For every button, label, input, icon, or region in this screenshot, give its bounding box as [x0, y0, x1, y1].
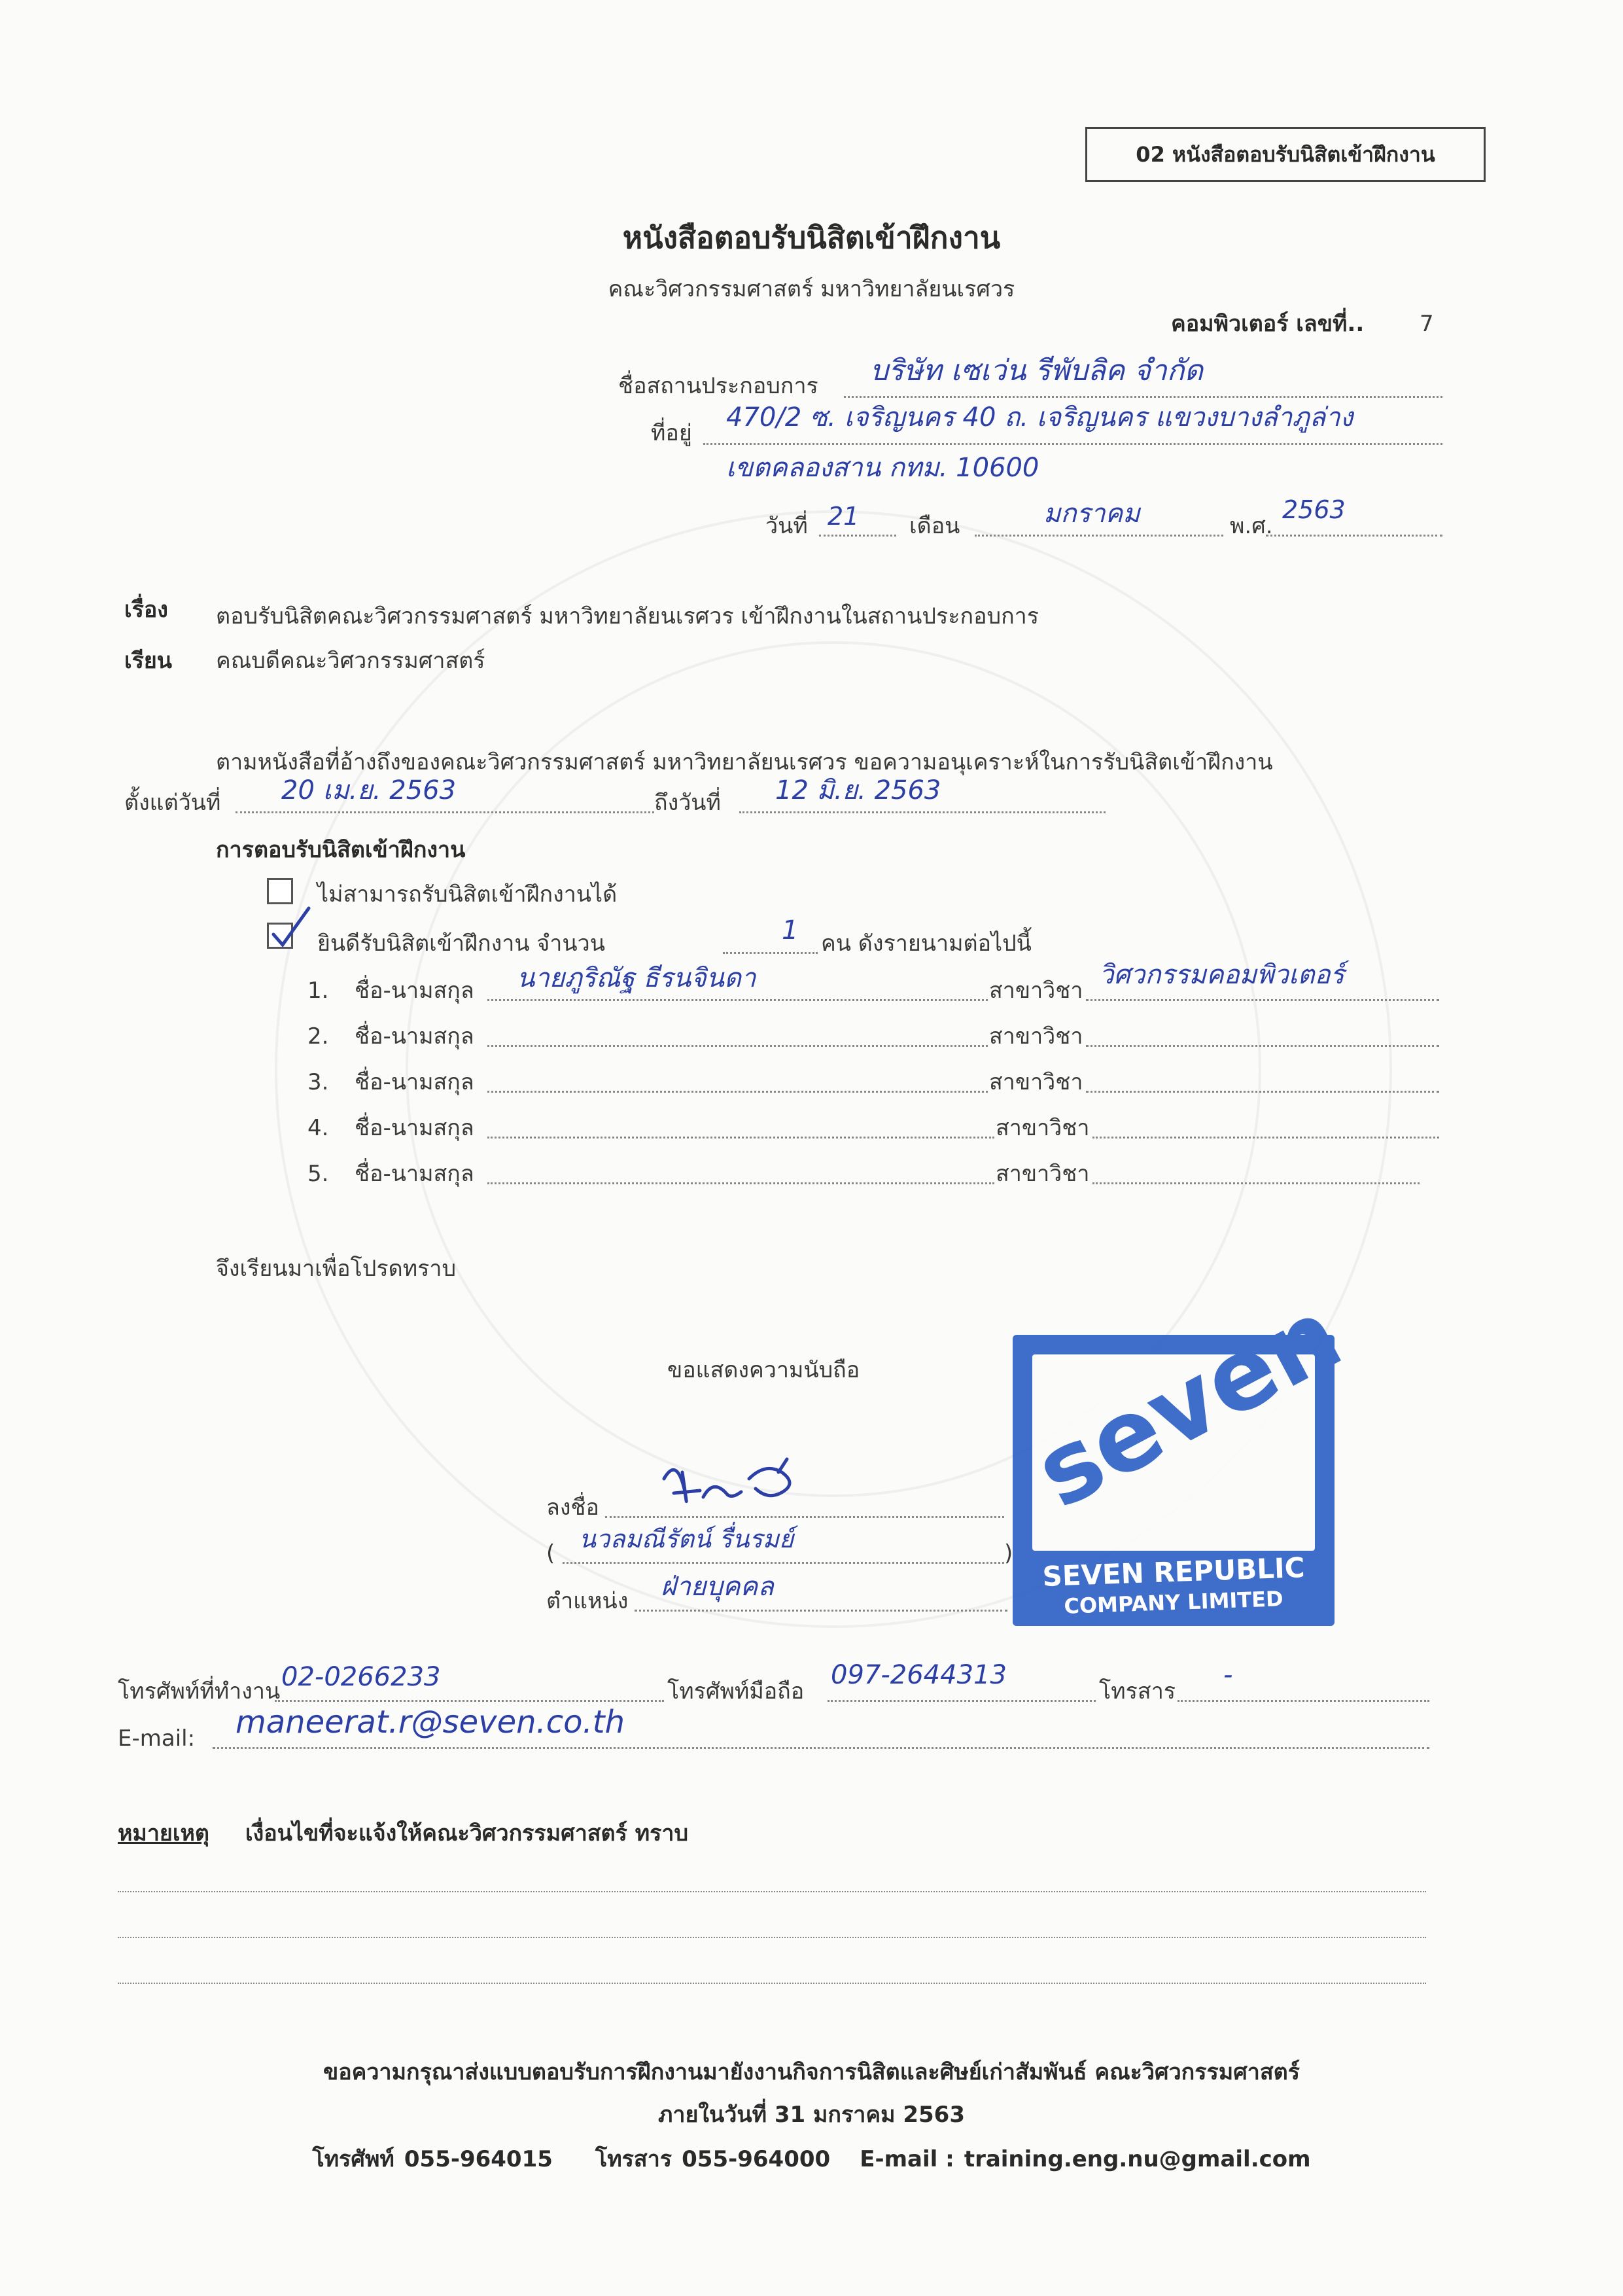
note-line-3 — [118, 1983, 1426, 1984]
footer-fax-label: โทรสาร — [595, 2146, 672, 2172]
subject-label: เรื่อง — [124, 597, 168, 623]
student-major-line — [1086, 999, 1439, 1001]
printed-name-open: ( — [546, 1540, 555, 1566]
stamp-brand: seven — [1018, 1277, 1359, 1530]
closing-text: จึงเรียนมาเพื่อโปรดทราบ — [216, 1256, 457, 1282]
student-major-label: สาขาวิชา — [996, 1115, 1090, 1141]
footer-line-2: ภายในวันที่ 31 มกราคม 2563 — [658, 2102, 965, 2128]
subject-text: ตอบรับนิสิตคณะวิศวกรรมศาสตร์ มหาวิทยาลัยนเรศวร เข้าฝึกงานในสถานประกอบการ — [216, 603, 1039, 629]
student-major-line — [1092, 1182, 1420, 1184]
student-major-line — [1086, 1091, 1439, 1093]
footer-phone: 055-964015 — [404, 2146, 553, 2172]
printed-name-close: ) — [1004, 1540, 1013, 1566]
student-name-label: ชื่อ-นามสกุล — [355, 1161, 474, 1187]
student-major-line — [1086, 1045, 1439, 1047]
student-name-line — [487, 1045, 988, 1047]
student-major-label: สาขาวิชา — [989, 978, 1083, 1004]
decline-checkbox[interactable] — [267, 878, 293, 904]
page-title: หนังสือตอบรับนิสิตเข้าฝึกงาน — [622, 220, 1001, 255]
address-line-1 — [703, 443, 1442, 445]
date-year-label: พ.ศ. — [1230, 513, 1273, 539]
student-name-label: ชื่อ-นามสกุล — [355, 978, 474, 1004]
date-day-line — [819, 535, 896, 537]
to-label: เรียน — [124, 648, 173, 674]
from-date-label: ตั้งแต่วันที่ — [124, 790, 221, 816]
form-code-label: 02 หนังสือตอบรับนิสิตเข้าฝึกงาน — [1136, 142, 1435, 167]
footer-fax: 055-964000 — [682, 2146, 831, 2172]
address-value-1: 470/2 ซ. เจริญนคร 40 ถ. เจริญนคร แขวงบางลำภูล่าง — [726, 402, 1353, 433]
to-date-line — [739, 811, 1106, 813]
printed-name-line — [563, 1562, 1004, 1564]
work-phone-line — [275, 1700, 664, 1702]
student-major-label: สาขาวิชา — [996, 1161, 1090, 1187]
address-label: ที่อยู่ — [651, 420, 692, 446]
stamp-line-1: SEVEN REPUBLIC — [1041, 1551, 1306, 1593]
mobile-line — [828, 1700, 1096, 1702]
date-month-value: มกราคม — [1043, 499, 1140, 529]
to-date-value: 12 มิ.ย. 2563 — [775, 775, 941, 805]
student-major-label: สาขาวิชา — [989, 1069, 1083, 1095]
position-label: ตำแหน่ง — [546, 1588, 629, 1614]
signature-image — [651, 1453, 808, 1525]
regards-text: ขอแสดงความนับถือ — [667, 1357, 860, 1383]
date-day-label: วันที่ — [765, 513, 808, 539]
student-name-line — [487, 1091, 988, 1093]
date-day-value: 21 — [828, 502, 860, 531]
footer-line-1: ขอความกรุณาส่งแบบตอบรับการฝึกงานมายังงานกิจการนิสิตและศิษย์เก่าสัมพันธ์ คณะวิศวกรรมศาสตร์ — [323, 2059, 1300, 2085]
date-year-value: 2563 — [1282, 495, 1346, 524]
student-name-value: นายภูริณัฐ ธีรนจินดา — [517, 963, 756, 993]
accept-count-value: 1 — [782, 915, 799, 945]
to-date-label: ถึงวันที่ — [654, 790, 721, 816]
student-major-line — [1092, 1137, 1439, 1139]
student-no: 4. — [307, 1115, 329, 1141]
accept-label: ยินดีรับนิสิตเข้าฝึกงาน จำนวน — [317, 930, 605, 957]
work-phone-value: 02-0266233 — [281, 1662, 441, 1692]
from-date-value: 20 เม.ย. 2563 — [281, 775, 457, 805]
student-no: 2. — [307, 1023, 329, 1050]
date-year-line — [1266, 535, 1442, 537]
establishment-value: บริษัท เซเว่น รีพับลิค จำกัด — [870, 354, 1203, 387]
position-value: ฝ่ายบุคคล — [661, 1572, 774, 1602]
fax-line — [1178, 1700, 1429, 1702]
student-name-line — [487, 1182, 994, 1184]
student-major-label: สาขาวิชา — [989, 1023, 1083, 1050]
student-name-label: ชื่อ-นามสกุล — [355, 1069, 474, 1095]
work-phone-label: โทรศัพท์ที่ทำงาน — [118, 1678, 281, 1704]
date-month-line — [975, 535, 1223, 537]
fax-label: โทรสาร — [1099, 1678, 1176, 1704]
computer-no-value: 7 — [1420, 311, 1434, 337]
note-label: หมายเหตุ — [118, 1820, 209, 1846]
computer-no-label: คอมพิวเตอร์ เลขที่.. — [1171, 311, 1365, 337]
accept-count-line — [723, 952, 818, 954]
printed-name-value: นวลมณีรัตน์ รื่นรมย์ — [579, 1525, 794, 1553]
decline-label: ไม่สามารถรับนิสิตเข้าฝึกงานได้ — [317, 881, 618, 908]
establishment-label: ชื่อสถานประกอบการ — [618, 373, 818, 399]
note-line-1 — [118, 1891, 1426, 1892]
to-text: คณบดีคณะวิศวกรรมศาสตร์ — [216, 648, 485, 674]
footer-phone-label: โทรศัพท์ — [312, 2146, 394, 2172]
company-stamp — [1013, 1277, 1359, 1626]
address-value-2: เขตคลองสาน กทม. 10600 — [726, 453, 1039, 483]
mobile-value: 097-2644313 — [831, 1660, 1007, 1690]
checkmark-icon — [268, 903, 321, 955]
student-name-line — [487, 999, 988, 1001]
email-line — [213, 1747, 1429, 1749]
sign-label: ลงชื่อ — [546, 1494, 599, 1521]
student-no: 1. — [307, 978, 329, 1004]
student-name-label: ชื่อ-นามสกุล — [355, 1115, 474, 1141]
email-label: E-mail: — [118, 1725, 196, 1752]
student-no: 3. — [307, 1069, 329, 1095]
page-subtitle: คณะวิศวกรรมศาสตร์ มหาวิทยาลัยนเรศวร — [608, 276, 1015, 302]
stamp-line-2: COMPANY LIMITED — [1063, 1586, 1284, 1619]
mobile-label: โทรศัพท์มือถือ — [667, 1678, 805, 1704]
note-text: เงื่อนไขที่จะแจ้งให้คณะวิศวกรรมศาสตร์ ทราบ — [245, 1820, 689, 1846]
student-name-label: ชื่อ-นามสกุล — [355, 1023, 474, 1050]
student-major-value: วิศวกรรมคอมพิวเตอร์ — [1099, 960, 1344, 990]
email-value: maneerat.r@seven.co.th — [236, 1704, 625, 1740]
body-text: ตามหนังสือที่อ้างถึงของคณะวิศวกรรมศาสตร์ มหาวิทยาลัยนเรศวร ขอความอนุเคราะห์ในการรับนิสิตเข้าฝึกงาน — [216, 749, 1273, 775]
footer-email: training.eng.nu@gmail.com — [964, 2146, 1311, 2172]
from-date-line — [236, 811, 654, 813]
note-line-2 — [118, 1937, 1426, 1938]
stamp-inner-panel — [1018, 1277, 1359, 1551]
accept-suffix: คน ดังรายนามต่อไปนี้ — [821, 930, 1032, 957]
establishment-line — [844, 396, 1442, 398]
student-name-line — [487, 1137, 994, 1139]
footer-email-label: E-mail : — [860, 2146, 954, 2172]
date-month-label: เดือน — [909, 513, 960, 539]
position-line — [635, 1610, 1007, 1612]
fax-value: - — [1223, 1660, 1233, 1690]
response-heading: การตอบรับนิสิตเข้าฝึกงาน — [216, 837, 466, 863]
form-code-box — [1085, 127, 1486, 182]
student-no: 5. — [307, 1161, 329, 1187]
footer-contact — [0, 2148, 1623, 2170]
